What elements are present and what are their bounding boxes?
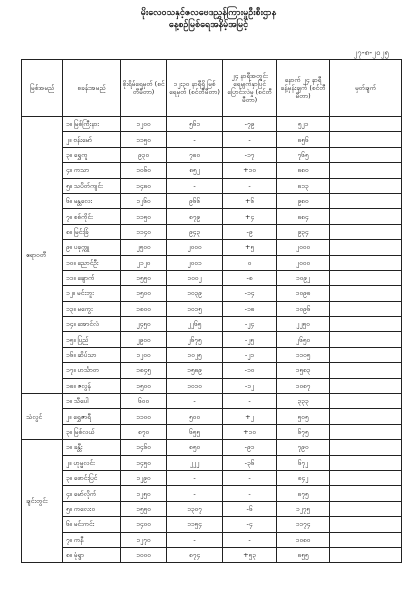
table-row	[22, 270, 402, 285]
level-change: +၆	[223, 193, 277, 208]
station-name: ၁။ သီပေါ	[63, 394, 121, 409]
level-change: -	[223, 532, 277, 547]
level-change: -၂၁	[223, 347, 277, 362]
current-level: ၉၆၆	[167, 193, 223, 208]
header-24h-change: ၂၄ နာရီအတွင်း ရေမျက်နှာပြင် ပြောင်းလဲမှု (စင်တီမီတာ)	[223, 60, 277, 117]
table-row	[22, 378, 402, 393]
danger-level: ၁၅၅၀	[121, 501, 167, 516]
danger-level: ၁၄၅၀	[121, 455, 167, 470]
table-row	[22, 440, 402, 455]
remarks	[330, 547, 402, 562]
station-name: ၆။ မင်းကင်း	[63, 517, 121, 532]
current-level: -	[167, 132, 223, 147]
river-name: သံလွင်	[22, 394, 63, 440]
level-change: -၇၉	[223, 117, 277, 132]
forecast-level: ၁၁၀၅	[277, 347, 330, 362]
forecast-level: ၈၇၅	[277, 486, 330, 501]
station-name: ၁၃။ မကွေး	[63, 301, 121, 316]
danger-level: ၈၇၀	[121, 424, 167, 439]
header-current-level: ၁၂း၃၀ နာရီရှိ မြစ်ရေမှတ် (စင်တီမီတာ)	[167, 60, 223, 117]
table-row	[22, 517, 402, 532]
river-name: ချင်းတွင်း	[22, 440, 63, 563]
current-level: ၂၆၇၅	[167, 332, 223, 347]
station-name: ၃။ မြစ်လယ်	[63, 424, 121, 439]
table-row	[22, 501, 402, 516]
header-danger-level: စိုးရိမ်ရေမှတ် (စင်တီမီတာ)	[121, 60, 167, 117]
table-row	[22, 532, 402, 547]
table-row	[22, 486, 402, 501]
station-name: ၁၀။ ညောင်ဦး	[63, 255, 121, 270]
danger-level: ၁၂၉၀	[121, 470, 167, 485]
danger-level: ၂၅၀၀	[121, 240, 167, 255]
remarks	[330, 224, 402, 239]
station-name: ၆။ မန္တလေး	[63, 193, 121, 208]
remarks	[330, 455, 402, 470]
forecast-level: ၈၈၀	[277, 163, 330, 178]
current-level: ၈၇၉	[167, 209, 223, 224]
level-change: +၄	[223, 209, 277, 224]
remarks	[330, 147, 402, 162]
current-level: ၂၂၆၅	[167, 317, 223, 332]
level-change: -၄	[223, 517, 277, 532]
table-row	[22, 455, 402, 470]
station-name: ၁၈။ ဇလွန်	[63, 378, 121, 393]
table-row	[22, 163, 402, 178]
level-change: +၅	[223, 240, 277, 255]
forecast-level: ၂၆၅၀	[277, 332, 330, 347]
forecast-level: ၁၅၈၃	[277, 363, 330, 378]
level-change: -၈	[223, 270, 277, 285]
header-station: စခန်းအမည်	[63, 60, 121, 117]
table-body	[22, 117, 402, 563]
remarks	[330, 517, 402, 532]
remarks	[330, 255, 402, 270]
danger-level: ၁၁၅၀	[121, 209, 167, 224]
danger-level: ၁၁၅၀	[121, 132, 167, 147]
level-change: -၃၆	[223, 455, 277, 470]
remarks	[330, 347, 402, 362]
danger-level: ၁၂၅၀	[121, 486, 167, 501]
level-change: -၁၈	[223, 301, 277, 316]
danger-level: ၉၃၀	[121, 147, 167, 162]
table-row	[22, 240, 402, 255]
level-change: +၁၀	[223, 424, 277, 439]
station-name: ၂။ ရွှေဇာရီ	[63, 409, 121, 424]
station-name: ၁၂။ မင်းဘူး	[63, 286, 121, 301]
level-change: -	[223, 486, 277, 501]
current-level: -	[167, 486, 223, 501]
current-level: ၈၇၄	[167, 547, 223, 562]
remarks	[330, 332, 402, 347]
table-row	[22, 286, 402, 301]
table-row	[22, 209, 402, 224]
remarks	[330, 132, 402, 147]
table-row	[22, 132, 402, 147]
remarks	[330, 317, 402, 332]
forecast-level: ၈၅၆	[277, 132, 330, 147]
danger-level: ၆၀၀	[121, 394, 167, 409]
forecast-level: ၈၈၄	[277, 209, 330, 224]
level-change: +၁၀	[223, 163, 277, 178]
current-level: ၁၀၁၀	[167, 378, 223, 393]
danger-level: ၂၉၀၀	[121, 332, 167, 347]
station-name: ၅။ ကလေးဝ	[63, 501, 121, 516]
table-row	[22, 301, 402, 316]
forecast-level: ၁၀၉၂	[277, 270, 330, 285]
danger-level: ၁၂၀၀	[121, 347, 167, 362]
danger-level: ၁၁၀၀	[121, 409, 167, 424]
current-level: ၁၅၈၉	[167, 363, 223, 378]
table-row	[22, 363, 402, 378]
danger-level: ၁၄၈၀	[121, 178, 167, 193]
level-change: -၂၄	[223, 317, 277, 332]
remarks	[330, 286, 402, 301]
current-level: ၂၂၂	[167, 455, 223, 470]
remarks	[330, 301, 402, 316]
forecast-level: ၉၈၀	[277, 193, 330, 208]
danger-level: ၁၄၀၀	[121, 517, 167, 532]
danger-level: ၁၁၄၀	[121, 224, 167, 239]
forecast-level: ၁၀၈၇	[277, 378, 330, 393]
remarks	[330, 424, 402, 439]
header-row	[22, 60, 402, 117]
danger-level: ၁၂၀၀	[121, 117, 167, 132]
table-row	[22, 147, 402, 162]
forecast-level: ၁၂၇၅	[277, 501, 330, 516]
remarks	[330, 240, 402, 255]
station-name: ၁၇။ ဟင်္သာတ	[63, 363, 121, 378]
station-name: ၁၅။ ပြည်	[63, 332, 121, 347]
station-name: ၁၆။ ဆိပ်သာ	[63, 347, 121, 362]
header-river: မြစ်အမည်	[22, 60, 63, 117]
remarks	[330, 117, 402, 132]
station-name: ၁။ မြစ်ကြီးနား	[63, 117, 121, 132]
station-name: ၄။ ကသာ	[63, 163, 121, 178]
level-change: -	[223, 178, 277, 193]
forecast-level: ၁၀၉၈	[277, 286, 330, 301]
danger-level: ၁၀၆၀	[121, 163, 167, 178]
remarks	[330, 163, 402, 178]
level-change: -၁၂	[223, 378, 277, 393]
table-row	[22, 347, 402, 362]
current-level: ၅၆၁	[167, 117, 223, 132]
level-change: -	[223, 132, 277, 147]
current-level: -	[167, 470, 223, 485]
table-row	[22, 394, 402, 409]
level-change: -၂၅	[223, 332, 277, 347]
table-row	[22, 117, 402, 132]
station-name: ၉။ ပခုက္ကူ	[63, 240, 121, 255]
table-row	[22, 178, 402, 193]
station-name: ၈။ မြင်းခြံ	[63, 224, 121, 239]
level-change: -	[223, 394, 277, 409]
station-name: ၈။ မုံရွာ	[63, 547, 121, 562]
station-name: ၃။ ရွှေကူ	[63, 147, 121, 162]
station-name: ၇။ စစ်ကိုင်း	[63, 209, 121, 224]
header-forecast: နောက် ၂၄ နာရီ ခန့်မှန်းချက် (စင်တီမီတာ)	[277, 60, 330, 117]
river-name: ဧရာဝတီ	[22, 117, 63, 394]
remarks	[330, 394, 402, 409]
forecast-level: ၂၂၅၀	[277, 317, 330, 332]
forecast-level: ၅၀၅	[277, 409, 330, 424]
current-level: ၁၁၅၄	[167, 517, 223, 532]
current-level: ၂၀၀၀	[167, 240, 223, 255]
current-level: -	[167, 178, 223, 193]
level-change: -၁၀	[223, 363, 277, 378]
forecast-level: ၈၁၃	[277, 178, 330, 193]
table-row	[22, 547, 402, 562]
table-row	[22, 332, 402, 347]
page-subtitle: နေ့စဉ်မြစ်ရေအနိမ့်အမြင့်	[168, 20, 249, 30]
current-level: ၈၅၂	[167, 163, 223, 178]
forecast-level: ၆၇၂	[277, 455, 330, 470]
level-change: -	[223, 470, 277, 485]
station-name: ၁၄။ အောင်လံ	[63, 317, 121, 332]
level-change: +၂	[223, 409, 277, 424]
current-level: ၇၈၀	[167, 147, 223, 162]
station-name: ၁၁။ ချောက်	[63, 270, 121, 285]
header-remarks: မှတ်ချက်	[330, 60, 402, 117]
station-name: ၃။ ဖောင်းပြင်	[63, 470, 121, 485]
remarks	[330, 193, 402, 208]
level-change: +၅၃	[223, 547, 277, 562]
remarks	[330, 270, 402, 285]
forecast-level: ၆၇၅	[277, 424, 330, 439]
danger-level: ၁၂၆၀	[121, 193, 167, 208]
page-title: မိုးလေဝသနှင့်ဇလဗေဒညွှန်ကြားမှုဦးစီးဌာန	[140, 8, 277, 18]
current-level: ၁၃၀၇	[167, 501, 223, 516]
station-name: ၂။ ဗန်းမော်	[63, 132, 121, 147]
river-level-table	[21, 59, 402, 563]
forecast-level: ၉၃၄	[277, 224, 330, 239]
forecast-level: ၇၉၀	[277, 440, 330, 455]
remarks	[330, 486, 402, 501]
forecast-level: ၇၆၅	[277, 147, 330, 162]
level-change: -၁၄	[223, 286, 277, 301]
remarks	[330, 209, 402, 224]
current-level: ၁၀၃၉	[167, 286, 223, 301]
danger-level: ၁၀၀၀	[121, 547, 167, 562]
current-level: -	[167, 394, 223, 409]
level-change: -၉၁	[223, 440, 277, 455]
table-row	[22, 193, 402, 208]
danger-level: ၁၈၀၀	[121, 301, 167, 316]
remarks	[330, 501, 402, 516]
forecast-level: ၁၀၉၆	[277, 301, 330, 316]
forecast-level: ၅၂၁	[277, 117, 330, 132]
level-change: -၉	[223, 224, 277, 239]
remarks	[330, 470, 402, 485]
current-level: ၁၀၀၂	[167, 270, 223, 285]
station-name: ၅။ သပိတ်ကျင်း	[63, 178, 121, 193]
station-name: ၁။ ခန္တီး	[63, 440, 121, 455]
forecast-level: ၁၁၇၄	[277, 517, 330, 532]
level-change: ၀	[223, 255, 277, 270]
forecast-level: ၃၃၃	[277, 394, 330, 409]
report-date: ၂၇-၈-၂၀၂၅	[353, 48, 389, 57]
danger-level: ၂၄၅၀	[121, 317, 167, 332]
table-row	[22, 424, 402, 439]
remarks	[330, 409, 402, 424]
forecast-level: ၂၀၀၀	[277, 255, 330, 270]
current-level: ၅၀၀	[167, 409, 223, 424]
table-row	[22, 317, 402, 332]
forecast-level: ၁၀၈၀	[277, 532, 330, 547]
danger-level: ၁၅၀၀	[121, 378, 167, 393]
forecast-level: ၂၀၀၀	[277, 240, 330, 255]
forecast-level: ၈၄၂	[277, 470, 330, 485]
level-change: -၆	[223, 501, 277, 516]
danger-level: ၁၅၀၀	[121, 286, 167, 301]
danger-level: ၁၄၆၀	[121, 440, 167, 455]
current-level: ၆၅၅	[167, 424, 223, 439]
current-level: ၁၀၁၅	[167, 301, 223, 316]
danger-level: ၁၈၄၅	[121, 363, 167, 378]
station-name: ၂။ ဟုမ္မလင်း	[63, 455, 121, 470]
station-name: ၇။ ကနီ	[63, 532, 121, 547]
danger-level: ၂၁၂၀	[121, 255, 167, 270]
current-level: ၁၀၂၅	[167, 347, 223, 362]
remarks	[330, 378, 402, 393]
table-row	[22, 409, 402, 424]
table-row	[22, 470, 402, 485]
current-level: ၂၀၀၁	[167, 255, 223, 270]
current-level: ၈၅၀	[167, 440, 223, 455]
remarks	[330, 440, 402, 455]
current-level: ၉၄၃	[167, 224, 223, 239]
level-change: -၁၇	[223, 147, 277, 162]
current-level: -	[167, 532, 223, 547]
danger-level: ၁၅၅၀	[121, 270, 167, 285]
danger-level: ၁၂၇၀	[121, 532, 167, 547]
table-row	[22, 224, 402, 239]
station-name: ၄။ မော်လိုက်	[63, 486, 121, 501]
forecast-level: ၈၅၅	[277, 547, 330, 562]
remarks	[330, 363, 402, 378]
table-row	[22, 255, 402, 270]
remarks	[330, 178, 402, 193]
remarks	[330, 532, 402, 547]
